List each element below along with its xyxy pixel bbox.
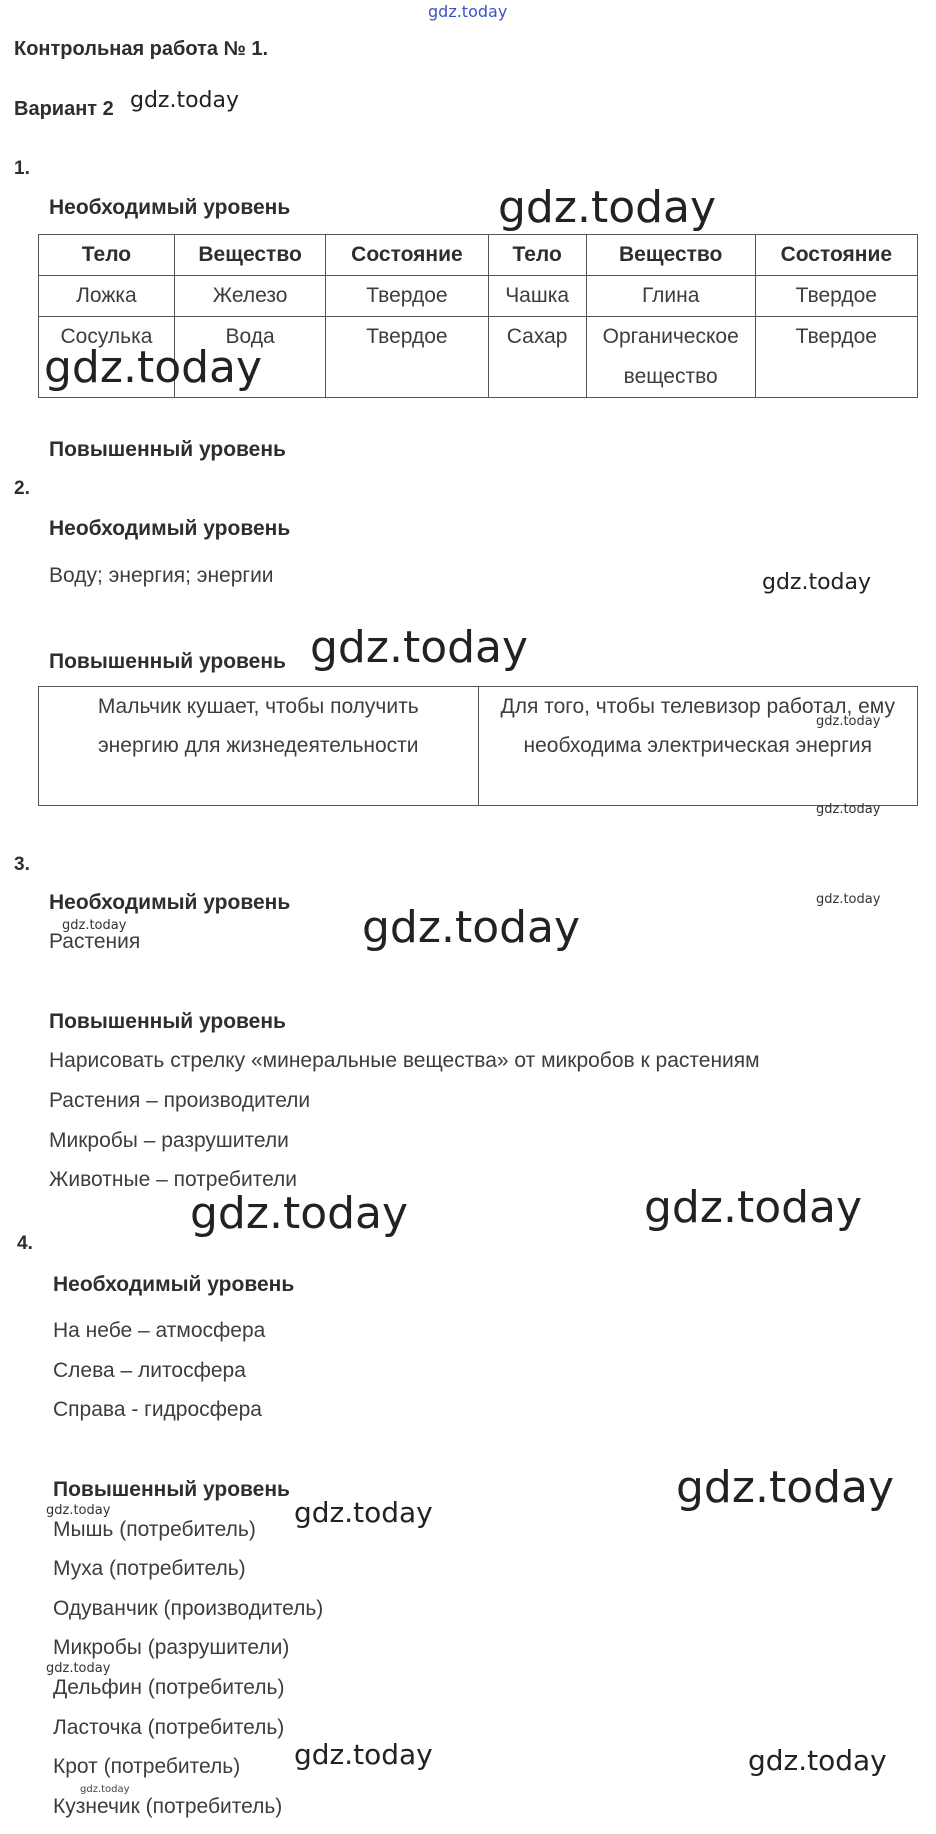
task-4-required-level: Необходимый уровень xyxy=(53,1273,295,1296)
task-4-advanced-line: Крот (потребитель) xyxy=(53,1755,241,1778)
watermark: gdz.today xyxy=(80,1784,130,1795)
task-4-advanced-line: Кузнечик (потребитель) xyxy=(53,1795,283,1818)
task-4-line: Слева – литосфера xyxy=(53,1359,246,1382)
task-1-number: 1. xyxy=(14,158,30,179)
table-cell: Сосулька xyxy=(39,317,175,398)
document-title: Контрольная работа № 1. xyxy=(14,38,269,60)
table-cell: Для того, чтобы телевизор работал, ему необходима электрическая энергия xyxy=(478,687,918,806)
watermark: gdz.today xyxy=(644,1182,863,1233)
watermark: gdz.today xyxy=(428,2,508,21)
task-3-line: Животные – потребители xyxy=(49,1168,298,1191)
task-3-line: Микробы – разрушители xyxy=(49,1129,289,1152)
table-cell: Твердое xyxy=(755,276,917,317)
watermark: gdz.today xyxy=(362,902,581,953)
watermark: gdz.today xyxy=(310,622,529,673)
table-header: Состояние xyxy=(755,235,917,276)
table-cell: Глина xyxy=(586,276,755,317)
task-2-answer: Воду; энергия; энергии xyxy=(49,564,274,587)
watermark: gdz.today xyxy=(748,1744,887,1777)
task-4-number: 4. xyxy=(17,1233,33,1254)
task-4-advanced-line: Ласточка (потребитель) xyxy=(53,1716,285,1739)
watermark: gdz.today xyxy=(498,182,717,233)
table-row xyxy=(39,687,918,806)
table-row xyxy=(39,276,918,317)
task-3-answer: Растения xyxy=(49,930,141,953)
table-cell: Органическое вещество xyxy=(586,317,755,398)
watermark: gdz.today xyxy=(62,918,127,933)
watermark: gdz.today xyxy=(816,802,881,817)
watermark: gdz.today xyxy=(816,892,881,907)
task-1-advanced-level: Повышенный уровень xyxy=(49,438,286,461)
task-2-number: 2. xyxy=(14,478,30,499)
task-4-advanced-line: Одуванчик (производитель) xyxy=(53,1597,324,1620)
watermark: gdz.today xyxy=(190,1188,409,1239)
table-cell: Вода xyxy=(174,317,325,398)
watermark: gdz.today xyxy=(294,1496,433,1529)
watermark: gdz.today xyxy=(676,1462,895,1513)
task-4-advanced-line: Мышь (потребитель) xyxy=(53,1518,256,1541)
task-4-advanced-level: Повышенный уровень xyxy=(53,1478,290,1501)
task-4-line: На небе – атмосфера xyxy=(53,1319,266,1342)
watermark: gdz.today xyxy=(762,570,872,595)
task-4-line: Справа - гидросфера xyxy=(53,1398,262,1421)
task-4-advanced-line: Дельфин (потребитель) xyxy=(53,1676,285,1699)
table-cell: Твердое xyxy=(326,276,488,317)
task-2-required-level: Необходимый уровень xyxy=(49,517,291,540)
task-3-line: Растения – производители xyxy=(49,1089,311,1112)
watermark: gdz.today xyxy=(816,714,881,729)
table-cell: Твердое xyxy=(755,317,917,398)
table-cell: Ложка xyxy=(39,276,175,317)
watermark: gdz.today xyxy=(294,1738,433,1771)
task-4-advanced-line: Муха (потребитель) xyxy=(53,1557,246,1580)
task-4-advanced-line: Микробы (разрушители) xyxy=(53,1636,290,1659)
watermark: gdz.today xyxy=(130,88,240,113)
task-3-required-level: Необходимый уровень xyxy=(49,891,291,914)
table-header: Тело xyxy=(488,235,586,276)
task-2-table xyxy=(38,686,918,806)
task-3-number: 3. xyxy=(14,854,30,875)
table-header: Вещество xyxy=(174,235,325,276)
table-header: Тело xyxy=(39,235,175,276)
table-header-row xyxy=(39,235,918,276)
watermark: gdz.today xyxy=(46,1661,111,1676)
watermark: gdz.today xyxy=(46,1503,111,1518)
table-cell: Сахар xyxy=(488,317,586,398)
task-3-advanced-level: Повышенный уровень xyxy=(49,1010,286,1033)
table-cell: Чашка xyxy=(488,276,586,317)
table-cell: Железо xyxy=(174,276,325,317)
task-1-required-level: Необходимый уровень xyxy=(49,196,291,219)
watermark: gdz.today xyxy=(44,342,263,393)
table-header: Состояние xyxy=(326,235,488,276)
variant-label: Вариант 2 xyxy=(14,98,114,120)
table-cell: Мальчик кушает, чтобы получить энергию для жизнедеятельности xyxy=(39,687,479,806)
table-cell: Твердое xyxy=(326,317,488,398)
table-header: Вещество xyxy=(586,235,755,276)
task-3-line: Нарисовать стрелку «минеральные вещества» от микробов к растениям xyxy=(49,1049,760,1072)
task-2-advanced-level: Повышенный уровень xyxy=(49,650,286,673)
